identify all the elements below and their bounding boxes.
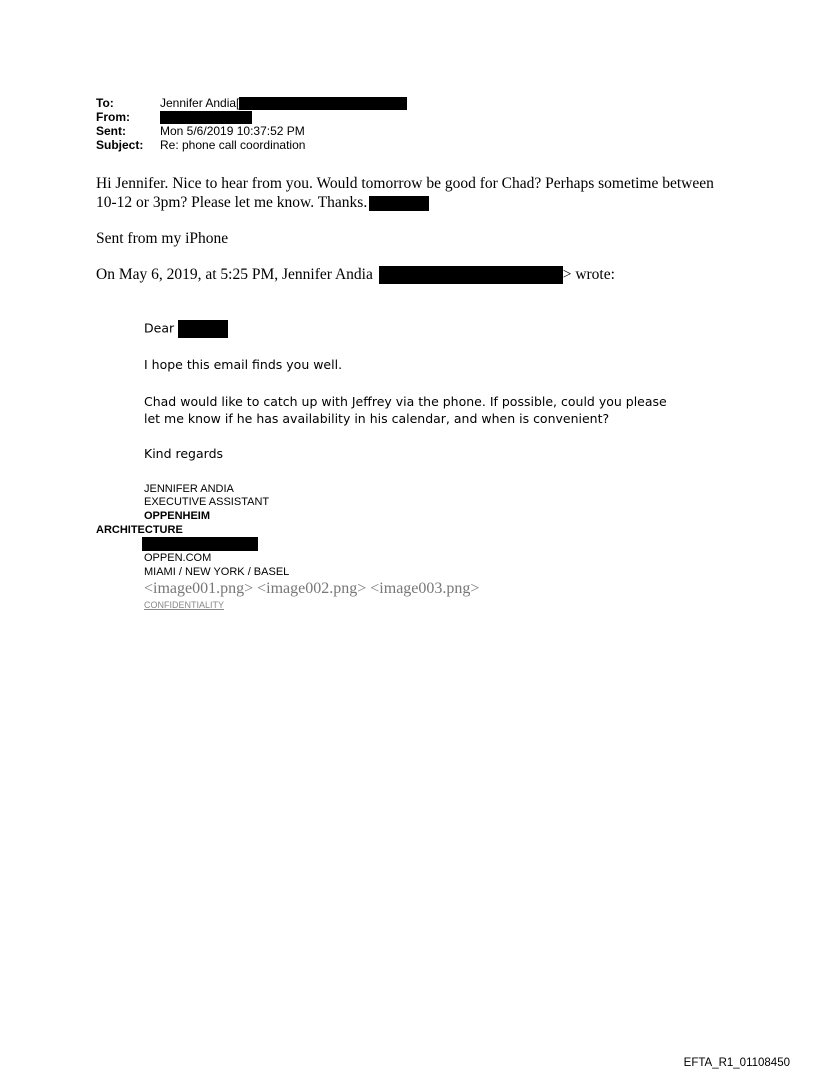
sent-label: Sent:: [96, 124, 126, 138]
quoted-line-1: I hope this email finds you well.: [144, 357, 343, 372]
to-label: To:: [96, 96, 114, 110]
quote-intro-text: On May 6, 2019, at 5:25 PM, Jennifer Andia: [96, 266, 373, 283]
from-value: [160, 110, 252, 124]
redaction-box: [178, 320, 228, 338]
quoted-line-2: Chad would like to catch up with Jeffrey via the phone. If possible, could you please let me know if he has availability in his calendar, and when is convenient?: [144, 394, 667, 426]
quote-intro-end: > wrote:: [562, 266, 615, 283]
signature-cities: MIAMI / NEW YORK / BASEL: [144, 566, 290, 578]
signature-title: EXECUTIVE ASSISTANT: [144, 496, 270, 508]
redaction-box: [379, 266, 563, 284]
to-value: [160, 96, 407, 110]
redaction-box: [142, 537, 258, 551]
signature-website: OPPEN.COM: [144, 552, 212, 564]
to-row: [96, 96, 407, 110]
quoted-greeting: [144, 320, 228, 338]
quoted-closing: Kind regards: [144, 446, 224, 461]
email-header: [96, 96, 407, 152]
signature-company-line2: ARCHITECTURE: [96, 524, 183, 536]
from-label: From:: [96, 110, 130, 124]
redaction-box: [160, 111, 252, 124]
sent-row: [96, 124, 407, 138]
image-attachments: <image001.png> <image002.png> <image003.png>: [144, 580, 480, 597]
sent-from-line: Sent from my iPhone: [96, 230, 229, 247]
confidentiality-link[interactable]: CONFIDENTIALITY: [144, 600, 225, 610]
redaction-box: [369, 196, 429, 211]
subject-label: Subject:: [96, 138, 144, 152]
quote-intro-line: [96, 266, 615, 284]
signature-name: JENNIFER ANDIA: [144, 483, 234, 495]
redaction-box: [239, 97, 407, 110]
greeting-text: Dear: [144, 320, 175, 336]
signature-company-line1: OPPENHEIM: [144, 510, 211, 522]
reply-paragraph: [96, 174, 716, 212]
reply-text: Hi Jennifer. Nice to hear from you. Would tomorrow be good for Chad? Perhaps sometime between 10-12 or 3pm? Please let me know. Thanks.: [96, 175, 714, 211]
document-id: EFTA_R1_01108450: [683, 1057, 790, 1069]
subject-value: Re: phone call coordination: [160, 138, 306, 152]
to-name: Jennifer Andia[: [160, 96, 240, 110]
signature-redaction: [142, 537, 258, 551]
from-row: [96, 110, 407, 124]
subject-row: [96, 138, 407, 152]
sent-value: Mon 5/6/2019 10:37:52 PM: [160, 124, 305, 138]
